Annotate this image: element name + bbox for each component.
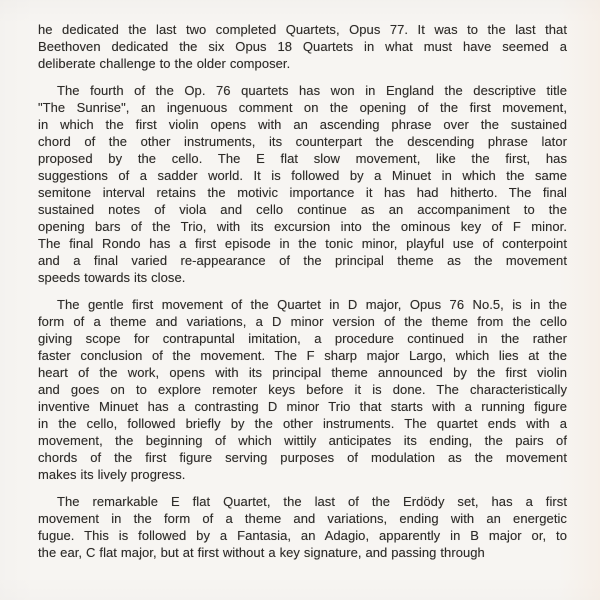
- text-line: makes its lively progress.: [38, 467, 186, 482]
- text-line: Beethoven dedicated the six Opus 18 Quartets in what must have seemed a: [38, 39, 567, 54]
- paragraph: [38, 82, 567, 286]
- text-line: inventive Minuet has a contrasting D minor Trio that starts with a running figure: [38, 399, 567, 414]
- text-line: heart of the work, opens with its principal theme announced by the first violin: [38, 365, 567, 380]
- text-line: movement, the beginning of which wittily anticipates its ending, the pairs of: [38, 433, 567, 448]
- text-line: "The Sunrise", an ingenuous comment on the opening of the first movement,: [38, 100, 567, 115]
- text-line: in which the first violin opens with an ascending phrase over the sustained: [38, 117, 567, 132]
- text-line: The fourth of the Op. 76 quartets has won in England the descriptive title: [57, 83, 567, 98]
- text-line: opening bars of the Trio, with its excursion into the ominous key of F minor.: [38, 219, 567, 234]
- text-line: suggestions of a sadder world. It is followed by a Minuet in which the same: [38, 168, 567, 183]
- text-line: semitone interval retains the motivic importance it has had hitherto. The final: [38, 185, 567, 200]
- text-line: The gentle first movement of the Quartet in D major, Opus 76 No.5, is in the: [57, 297, 567, 312]
- text-line: giving scope for contrapuntal imitation, a procedure continued in the rather: [38, 331, 567, 346]
- text-line: fugue. This is followed by a Fantasia, an Adagio, apparently in B major or, to: [38, 528, 567, 543]
- text-line: faster conclusion of the movement. The F sharp major Largo, which lies at the: [38, 348, 567, 363]
- text-line: the ear, C flat major, but at first without a key signature, and passing through: [38, 545, 485, 560]
- text-line: The final Rondo has a first episode in the tonic minor, playful use of conterpoint: [38, 236, 567, 251]
- text-line: movement in the form of a theme and variations, ending with an energetic: [38, 511, 567, 526]
- text-line: chord of the other instruments, its counterpart the descending phrase lator: [38, 134, 567, 149]
- text-line: chords of the first figure serving purposes of modulation as the movement: [38, 450, 567, 465]
- text-line: sustained notes of viola and cello continue as an accompaniment to the: [38, 202, 567, 217]
- text-line: and a final varied re-appearance of the principal theme as the movement: [38, 253, 567, 268]
- paragraph: [38, 296, 567, 483]
- paragraph: [38, 493, 567, 561]
- text-line: form of a theme and variations, a D minor version of the theme from the cello: [38, 314, 567, 329]
- text-block: [38, 21, 567, 561]
- text-line: The remarkable E flat Quartet, the last of the Erdödy set, has a first: [57, 494, 567, 509]
- text-line: deliberate challenge to the older composer.: [38, 56, 291, 71]
- paragraph: [38, 21, 567, 72]
- text-line: and goes on to explore remoter keys before it is done. The characteristically: [38, 382, 567, 397]
- text-line: proposed by the cello. The E flat slow movement, like the first, has: [38, 151, 567, 166]
- text-line: he dedicated the last two completed Quartets, Opus 77. It was to the last that: [38, 22, 567, 37]
- text-line: in the cello, followed briefly by the other instruments. The quartet ends with a: [38, 416, 567, 431]
- text-line: speeds towards its close.: [38, 270, 186, 285]
